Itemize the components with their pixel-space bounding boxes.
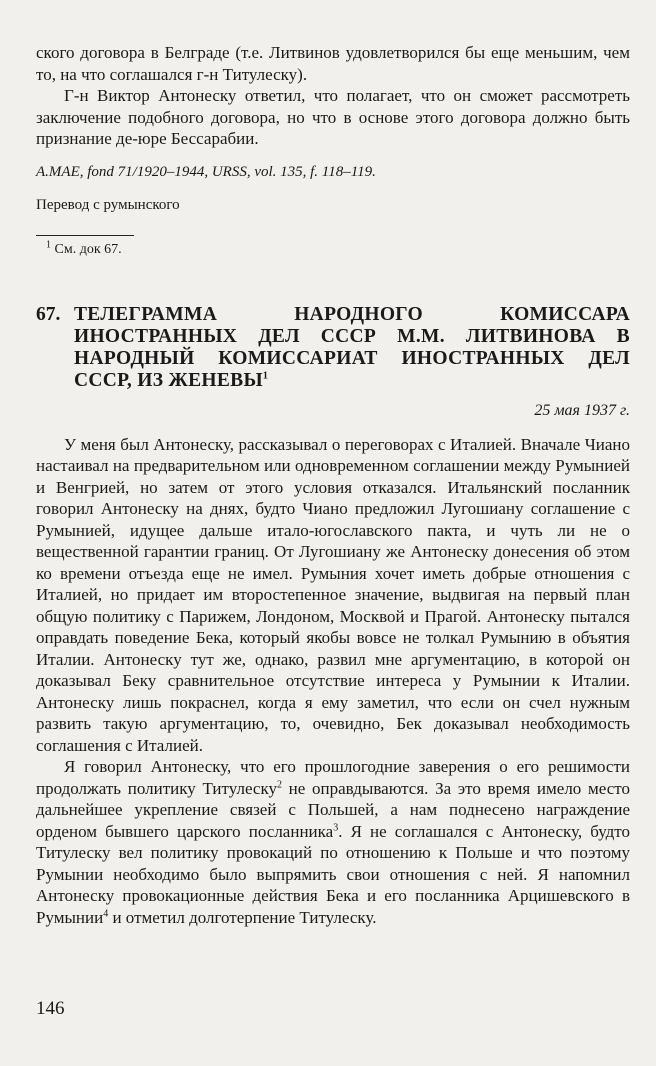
- footnote-marker: 4: [103, 907, 109, 919]
- document-heading: [36, 304, 630, 392]
- document-date: 25 мая 1937 г.: [534, 401, 630, 419]
- text-segment: не оправдываются. За это время имело место дальнейшее укрепление связей с Польшей, а нам поднесено награждение орденом бывшего царского посланника: [36, 778, 630, 841]
- footnote-marker: 2: [276, 778, 282, 790]
- telegram-paragraph: [36, 756, 630, 928]
- archive-citation: A.MAE, fond 71/1920–1944, URSS, vol. 135, f. 118–119.: [36, 163, 376, 180]
- document-number: 67.: [36, 303, 61, 325]
- telegram-paragraph: У меня был Антонеску, рассказывал о переговорах с Италией. Вначале Чиано настаивал на предварительном или одновременном соглашении между Румынией и Венгрией, но затем от этого условия отказался. Итальянский посланник говорил Антонеску на днях, будто Чиано предложил Лугошиану соглашение с Румынией, идущее дальше итало-югославского пакта, и чуть ли не о вещественной гарантии границ. От Лугошиану же Антонеску донесения об этом ко времени отъезда еще не имел. Румыния хочет иметь добрые отношения с Италией, но придает им второстепенное значение, выдвигая на первый план общую политику с Парижем, Лондоном, Москвой и Прагой. Антонеску пытался оправдать поведение Бека, который якобы вовсе не толкал Румынию в объятия Италии. Антонеску тут же, однако, развил мне аргументацию, в которой он доказывал Беку сравнительное отсутствие интереса у Румынии к Италии. Антонеску лишь покраснел, когда я ему заметил, что если он счел нужным развить такую аргументацию, то, очевидно, Бек доказывал необходимость соглашения с Италией.: [36, 434, 630, 755]
- text-segment: и отметил долготерпение Титулеску.: [108, 907, 377, 927]
- document-page: [36, 42, 630, 928]
- page-number: 146: [36, 998, 65, 1019]
- footnote-marker: 1: [46, 238, 51, 250]
- telegram-body: [36, 434, 630, 929]
- continuation-paragraph: ского договора в Белграде (т.е. Литвинов удовлетворился бы еще меньшим, чем то, на что соглашался г-н Титулеску).: [36, 43, 630, 84]
- text-segment: . Я не соглашался с Антонеску, будто Титулеску вел политику провокаций по отношению к Польше и что поэтому Румынии необходимо было выпрямить свои отношения с ней. Я напомнил Антонеску провокационные действия Бека и его посланника Арцишевского в Румынии: [36, 821, 631, 927]
- continuation-paragraph: Г-н Виктор Антонеску ответил, что полагает, что он сможет рассмотреть заключение подобного договора, но что в основе этого договора должно быть признание де-юре Бессарабии.: [36, 86, 630, 148]
- footnote-marker: 3: [333, 821, 339, 833]
- document-title-text: ТЕЛЕГРАММА НАРОДНОГО КОМИССАРА ИНОСТРАННЫХ ДЕЛ СССР М.М. ЛИТВИНОВА В НАРОДНЫЙ КОМИССАРИАТ ИНОСТРАННЫХ ДЕЛ СССР, ИЗ ЖЕНЕВЫ: [74, 303, 630, 391]
- footnote: [36, 238, 630, 258]
- document-title: [74, 304, 630, 392]
- title-footnote-marker: 1: [262, 370, 269, 381]
- text-segment: Я говорил Антонеску, что его прошлогодние заверения о его решимости продолжать политику Титулеску: [36, 757, 630, 798]
- translation-note: Перевод с румынского: [36, 196, 180, 213]
- footnote-divider: [36, 235, 134, 236]
- footnote-text: См. док 67.: [54, 241, 122, 257]
